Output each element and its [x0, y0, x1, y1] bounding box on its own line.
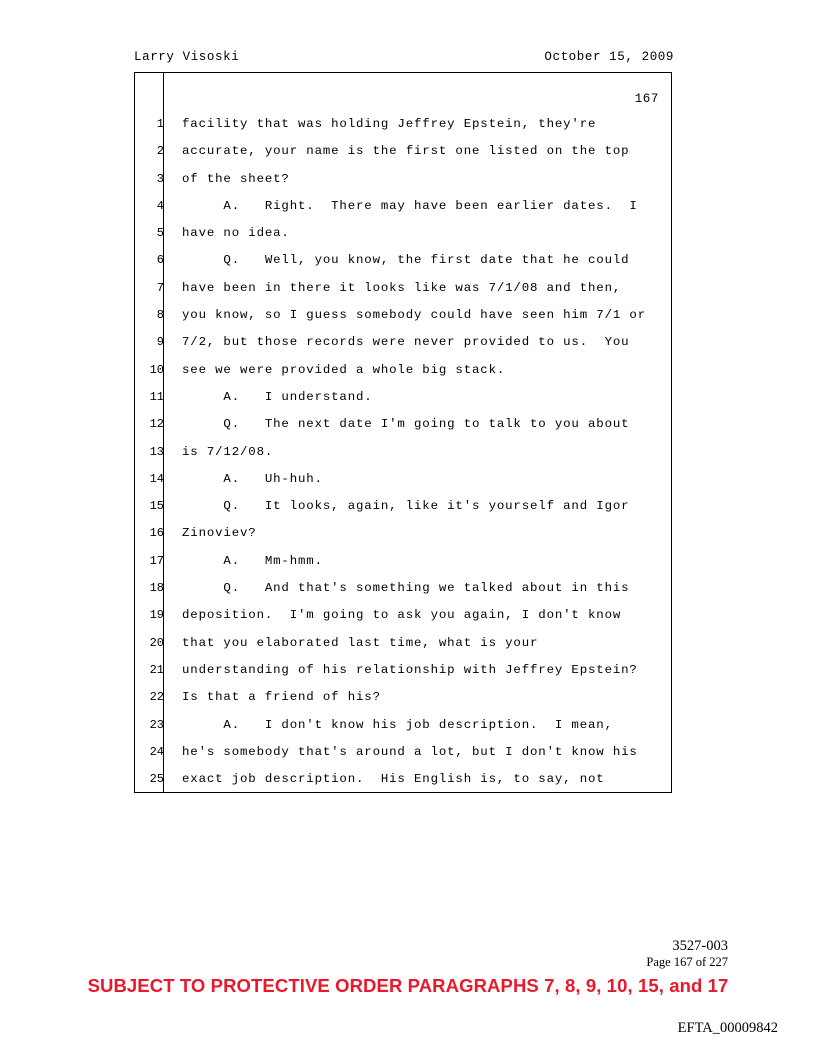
- line-text: have been in there it looks like was 7/1/08 and then,: [182, 280, 622, 295]
- transcript-line: [135, 772, 671, 799]
- transcript-lines: [135, 117, 671, 799]
- line-number: 19: [149, 608, 164, 623]
- transcript-line: [135, 690, 671, 717]
- transcript-line: [135, 335, 671, 362]
- line-number: 25: [149, 772, 164, 787]
- line-text: Q. And that's something we talked about in this: [182, 581, 630, 596]
- line-number: 13: [149, 444, 164, 459]
- line-text: Q. The next date I'm going to talk to you about: [182, 417, 630, 432]
- transcript-line: [135, 363, 671, 390]
- line-text: A. Uh-huh.: [182, 471, 323, 486]
- page-header: [134, 50, 674, 64]
- deposition-date: October 15, 2009: [544, 50, 674, 64]
- line-text: A. Right. There may have been earlier dates. I: [182, 198, 638, 213]
- line-number: 9: [156, 335, 164, 350]
- exhibit-number: 3527-003: [672, 938, 728, 954]
- line-number: 12: [149, 417, 164, 432]
- line-text: have no idea.: [182, 226, 290, 241]
- line-number: 20: [149, 635, 164, 650]
- line-text: A. Mm-hmm.: [182, 553, 323, 568]
- line-number: 24: [149, 744, 164, 759]
- transcript-page-number: 167: [634, 92, 659, 106]
- transcript-line: [135, 253, 671, 280]
- line-text: A. I understand.: [182, 389, 373, 404]
- line-number: 22: [149, 690, 164, 705]
- transcript-line: [135, 390, 671, 417]
- transcript-line: [135, 226, 671, 253]
- transcript-line: [135, 526, 671, 553]
- line-text: Q. It looks, again, like it's yourself and Igor: [182, 499, 630, 514]
- line-text: is 7/12/08.: [182, 444, 274, 459]
- transcript-line: [135, 308, 671, 335]
- transcript-line: [135, 445, 671, 472]
- line-number: 14: [149, 471, 164, 486]
- page-of-label: Page 167 of 227: [646, 955, 728, 970]
- line-text: accurate, your name is the first one listed on the top: [182, 144, 630, 159]
- protective-order-notice: SUBJECT TO PROTECTIVE ORDER PARAGRAPHS 7, 8, 9, 10, 15, and 17: [87, 975, 729, 996]
- line-text: of the sheet?: [182, 171, 290, 186]
- line-number: 11: [149, 389, 164, 404]
- line-text: facility that was holding Jeffrey Epstein, they're: [182, 117, 597, 131]
- transcript-line: [135, 636, 671, 663]
- exhibit-stamp: [646, 937, 728, 971]
- line-number: 18: [149, 581, 164, 596]
- transcript-line: [135, 172, 671, 199]
- line-text: that you elaborated last time, what is your: [182, 635, 539, 650]
- line-number: 6: [156, 253, 164, 268]
- line-text: you know, so I guess somebody could have seen him 7/1 or: [182, 308, 646, 323]
- line-text: Is that a friend of his?: [182, 690, 381, 705]
- line-number: 17: [149, 553, 164, 568]
- transcript-line: [135, 417, 671, 444]
- line-text: understanding of his relationship with Jeffrey Epstein?: [182, 662, 638, 677]
- line-number: 8: [156, 308, 164, 323]
- line-text: exact job description. His English is, to say, not: [182, 772, 605, 787]
- line-number: 21: [149, 662, 164, 677]
- transcript-line: [135, 745, 671, 772]
- line-text: Zinoviev?: [182, 526, 257, 541]
- line-text: A. I don't know his job description. I mean,: [182, 717, 613, 732]
- line-number: 10: [149, 362, 164, 377]
- line-text: deposition. I'm going to ask you again, I don't know: [182, 608, 622, 623]
- line-number: 2: [156, 144, 164, 159]
- transcript-line: [135, 663, 671, 690]
- transcript-line: [135, 499, 671, 526]
- line-number: 16: [149, 526, 164, 541]
- transcript-line: [135, 581, 671, 608]
- transcript-line: [135, 554, 671, 581]
- line-number: 7: [156, 280, 164, 295]
- transcript-line: [135, 144, 671, 171]
- transcript-line: [135, 472, 671, 499]
- transcript-line: [135, 281, 671, 308]
- line-text: he's somebody that's around a lot, but I don't know his: [182, 744, 638, 759]
- transcript-line: [135, 608, 671, 635]
- line-number: 4: [156, 198, 164, 213]
- line-text: see we were provided a whole big stack.: [182, 362, 506, 377]
- deponent-name: Larry Visoski: [134, 50, 240, 64]
- line-number: 1: [156, 117, 164, 131]
- transcript-box: [134, 72, 672, 793]
- bates-number: EFTA_00009842: [677, 1020, 778, 1036]
- transcript-line: [135, 199, 671, 226]
- line-text: 7/2, but those records were never provided to us. You: [182, 335, 630, 350]
- line-number: 15: [149, 499, 164, 514]
- transcript-line: [135, 117, 671, 144]
- line-number: 23: [149, 717, 164, 732]
- line-number: 3: [156, 171, 164, 186]
- line-number: 5: [156, 226, 164, 241]
- transcript-line: [135, 718, 671, 745]
- line-text: Q. Well, you know, the first date that he could: [182, 253, 630, 268]
